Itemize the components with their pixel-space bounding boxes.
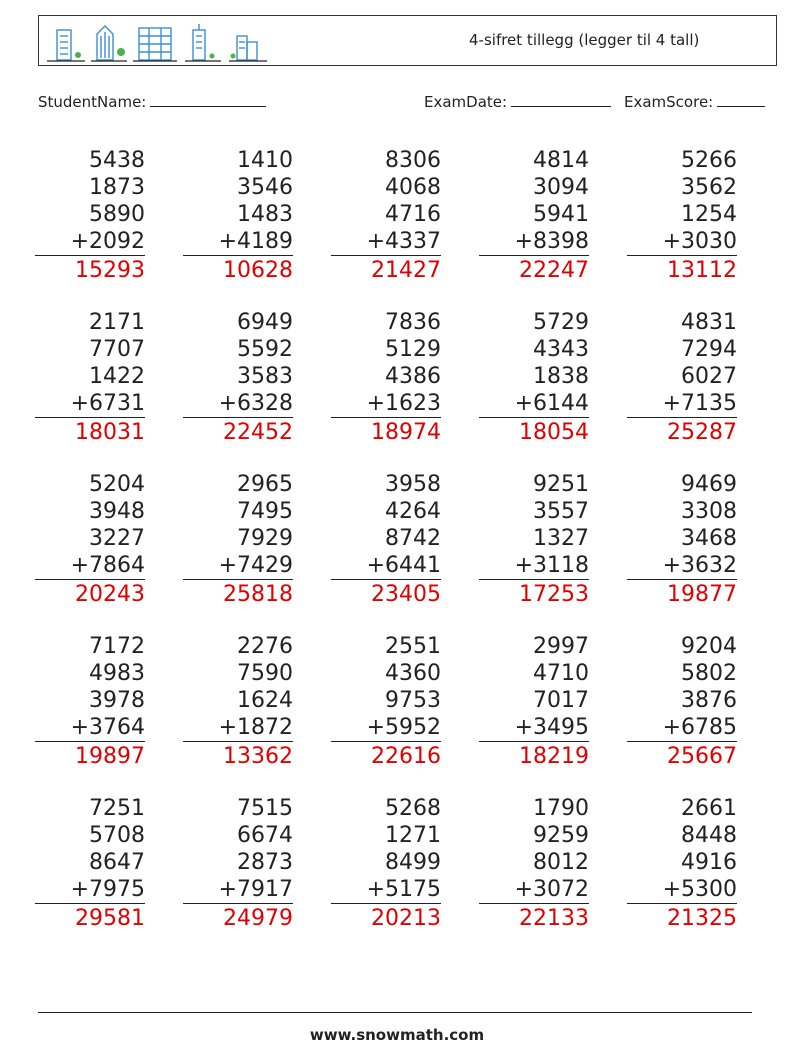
- student-name-line[interactable]: [150, 91, 266, 107]
- problem-1-3: [331, 147, 441, 285]
- answer: 25818: [223, 582, 293, 607]
- addend: 1838: [533, 364, 589, 389]
- answer: 19877: [667, 582, 737, 607]
- problem-4-1: [35, 633, 145, 771]
- answer: 23405: [371, 582, 441, 607]
- problem-1-4: [479, 147, 589, 285]
- addend-with-plus: +5952: [331, 714, 441, 742]
- addend: 5266: [681, 148, 737, 173]
- exam-date-field[interactable]: [424, 91, 611, 111]
- addend-with-plus: +7135: [627, 390, 737, 418]
- footer-divider: [38, 1012, 752, 1013]
- addend: 1624: [237, 688, 293, 713]
- addend: 3583: [237, 364, 293, 389]
- addend: 1422: [89, 364, 145, 389]
- problem-3-5: [627, 471, 737, 609]
- answer: 29581: [75, 906, 145, 931]
- addend: 4068: [385, 175, 441, 200]
- problem-5-5: [627, 795, 737, 933]
- addend: 2965: [237, 472, 293, 497]
- problem-1-5: [627, 147, 737, 285]
- addend: 4264: [385, 499, 441, 524]
- addend-with-plus: +6785: [627, 714, 737, 742]
- addend: 2551: [385, 634, 441, 659]
- problem-2-2: [183, 309, 293, 447]
- addend: 5268: [385, 796, 441, 821]
- addend-with-plus: +5300: [627, 876, 737, 904]
- addend: 1790: [533, 796, 589, 821]
- answer: 20213: [371, 906, 441, 931]
- addend: 4343: [533, 337, 589, 362]
- addend-with-plus: +3764: [35, 714, 145, 742]
- answer: 18031: [75, 420, 145, 445]
- problem-5-3: [331, 795, 441, 933]
- addend: 2997: [533, 634, 589, 659]
- addend: 7017: [533, 688, 589, 713]
- problem-3-1: [35, 471, 145, 609]
- addend: 6674: [237, 823, 293, 848]
- addend: 5129: [385, 337, 441, 362]
- addend: 5204: [89, 472, 145, 497]
- exam-date-line[interactable]: [511, 91, 611, 107]
- addend-with-plus: +6144: [479, 390, 589, 418]
- addend: 6027: [681, 364, 737, 389]
- addend: 3958: [385, 472, 441, 497]
- addend-with-plus: +1623: [331, 390, 441, 418]
- student-name-label: StudentName:: [38, 93, 147, 111]
- exam-date-label: ExamDate:: [424, 93, 508, 111]
- exam-score-label: ExamScore:: [624, 93, 714, 111]
- addend: 3227: [89, 526, 145, 551]
- addend: 6949: [237, 310, 293, 335]
- addend-with-plus: +3072: [479, 876, 589, 904]
- addend: 8499: [385, 850, 441, 875]
- info-fields: [38, 91, 777, 115]
- page-title: 4-sifret tillegg (legger til 4 tall): [469, 31, 700, 49]
- addend: 1410: [237, 148, 293, 173]
- addend: 4814: [533, 148, 589, 173]
- addend-with-plus: +3118: [479, 552, 589, 580]
- addend: 7172: [89, 634, 145, 659]
- addend: 3468: [681, 526, 737, 551]
- addend: 2873: [237, 850, 293, 875]
- addend: 5941: [533, 202, 589, 227]
- problem-1-2: [183, 147, 293, 285]
- addend: 3546: [237, 175, 293, 200]
- addend-with-plus: +6328: [183, 390, 293, 418]
- addend: 3557: [533, 499, 589, 524]
- addend: 4386: [385, 364, 441, 389]
- answer: 20243: [75, 582, 145, 607]
- answer: 24979: [223, 906, 293, 931]
- addend: 9753: [385, 688, 441, 713]
- addend-with-plus: +1872: [183, 714, 293, 742]
- addend-with-plus: +6731: [35, 390, 145, 418]
- addend: 2171: [89, 310, 145, 335]
- answer: 22452: [223, 420, 293, 445]
- addend: 3308: [681, 499, 737, 524]
- addend: 3948: [89, 499, 145, 524]
- addend: 5802: [681, 661, 737, 686]
- answer: 18054: [519, 420, 589, 445]
- addend: 7251: [89, 796, 145, 821]
- addend-with-plus: +2092: [35, 228, 145, 256]
- addend: 3876: [681, 688, 737, 713]
- problem-2-3: [331, 309, 441, 447]
- header-box: [38, 15, 777, 66]
- addend: 1483: [237, 202, 293, 227]
- answer: 22133: [519, 906, 589, 931]
- addend: 4983: [89, 661, 145, 686]
- addend: 7590: [237, 661, 293, 686]
- answer: 18219: [519, 744, 589, 769]
- addend-with-plus: +7917: [183, 876, 293, 904]
- problem-5-4: [479, 795, 589, 933]
- addend: 9204: [681, 634, 737, 659]
- addend-with-plus: +7975: [35, 876, 145, 904]
- addend: 9469: [681, 472, 737, 497]
- problem-2-5: [627, 309, 737, 447]
- answer: 25667: [667, 744, 737, 769]
- addend-with-plus: +6441: [331, 552, 441, 580]
- addend: 2276: [237, 634, 293, 659]
- answer: 22247: [519, 258, 589, 283]
- answer: 21427: [371, 258, 441, 283]
- answer: 19897: [75, 744, 145, 769]
- addend-with-plus: +7429: [183, 552, 293, 580]
- problem-4-2: [183, 633, 293, 771]
- problem-3-3: [331, 471, 441, 609]
- addend: 1254: [681, 202, 737, 227]
- addend: 5708: [89, 823, 145, 848]
- addend: 7929: [237, 526, 293, 551]
- problem-5-2: [183, 795, 293, 933]
- addend: 3094: [533, 175, 589, 200]
- addend: 5890: [89, 202, 145, 227]
- problem-4-3: [331, 633, 441, 771]
- problem-4-4: [479, 633, 589, 771]
- addend-with-plus: +3632: [627, 552, 737, 580]
- addend: 3978: [89, 688, 145, 713]
- addend: 1873: [89, 175, 145, 200]
- addend: 2661: [681, 796, 737, 821]
- city-buildings-icon: [45, 22, 275, 64]
- addend: 8012: [533, 850, 589, 875]
- addend-with-plus: +4337: [331, 228, 441, 256]
- addend: 3562: [681, 175, 737, 200]
- answer: 13112: [667, 258, 737, 283]
- problem-2-4: [479, 309, 589, 447]
- problem-3-2: [183, 471, 293, 609]
- answer: 15293: [75, 258, 145, 283]
- problem-4-5: [627, 633, 737, 771]
- addend: 4716: [385, 202, 441, 227]
- addend: 7495: [237, 499, 293, 524]
- answer: 22616: [371, 744, 441, 769]
- addend-with-plus: +7864: [35, 552, 145, 580]
- addend: 7515: [237, 796, 293, 821]
- addend: 4916: [681, 850, 737, 875]
- addend: 7836: [385, 310, 441, 335]
- addend: 1327: [533, 526, 589, 551]
- answer: 18974: [371, 420, 441, 445]
- addend: 4710: [533, 661, 589, 686]
- addend: 8647: [89, 850, 145, 875]
- addend: 1271: [385, 823, 441, 848]
- addend: 9251: [533, 472, 589, 497]
- problem-1-1: [35, 147, 145, 285]
- answer: 13362: [223, 744, 293, 769]
- exam-score-field[interactable]: [624, 91, 765, 111]
- exam-score-line[interactable]: [717, 91, 765, 107]
- addend: 8448: [681, 823, 737, 848]
- problem-5-1: [35, 795, 145, 933]
- problem-2-1: [35, 309, 145, 447]
- problem-3-4: [479, 471, 589, 609]
- addend: 8306: [385, 148, 441, 173]
- addend: 5438: [89, 148, 145, 173]
- addend-with-plus: +3030: [627, 228, 737, 256]
- addend-with-plus: +4189: [183, 228, 293, 256]
- addend: 4360: [385, 661, 441, 686]
- student-name-field[interactable]: [38, 91, 266, 111]
- footer-url: www.snowmath.com: [309, 1026, 485, 1044]
- addend: 5729: [533, 310, 589, 335]
- answer: 17253: [519, 582, 589, 607]
- addend: 5592: [237, 337, 293, 362]
- addend: 8742: [385, 526, 441, 551]
- addend-with-plus: +5175: [331, 876, 441, 904]
- addend: 7707: [89, 337, 145, 362]
- answer: 25287: [667, 420, 737, 445]
- answer: 10628: [223, 258, 293, 283]
- addend: 7294: [681, 337, 737, 362]
- addend-with-plus: +8398: [479, 228, 589, 256]
- answer: 21325: [667, 906, 737, 931]
- addend: 4831: [681, 310, 737, 335]
- addend: 9259: [533, 823, 589, 848]
- addend-with-plus: +3495: [479, 714, 589, 742]
